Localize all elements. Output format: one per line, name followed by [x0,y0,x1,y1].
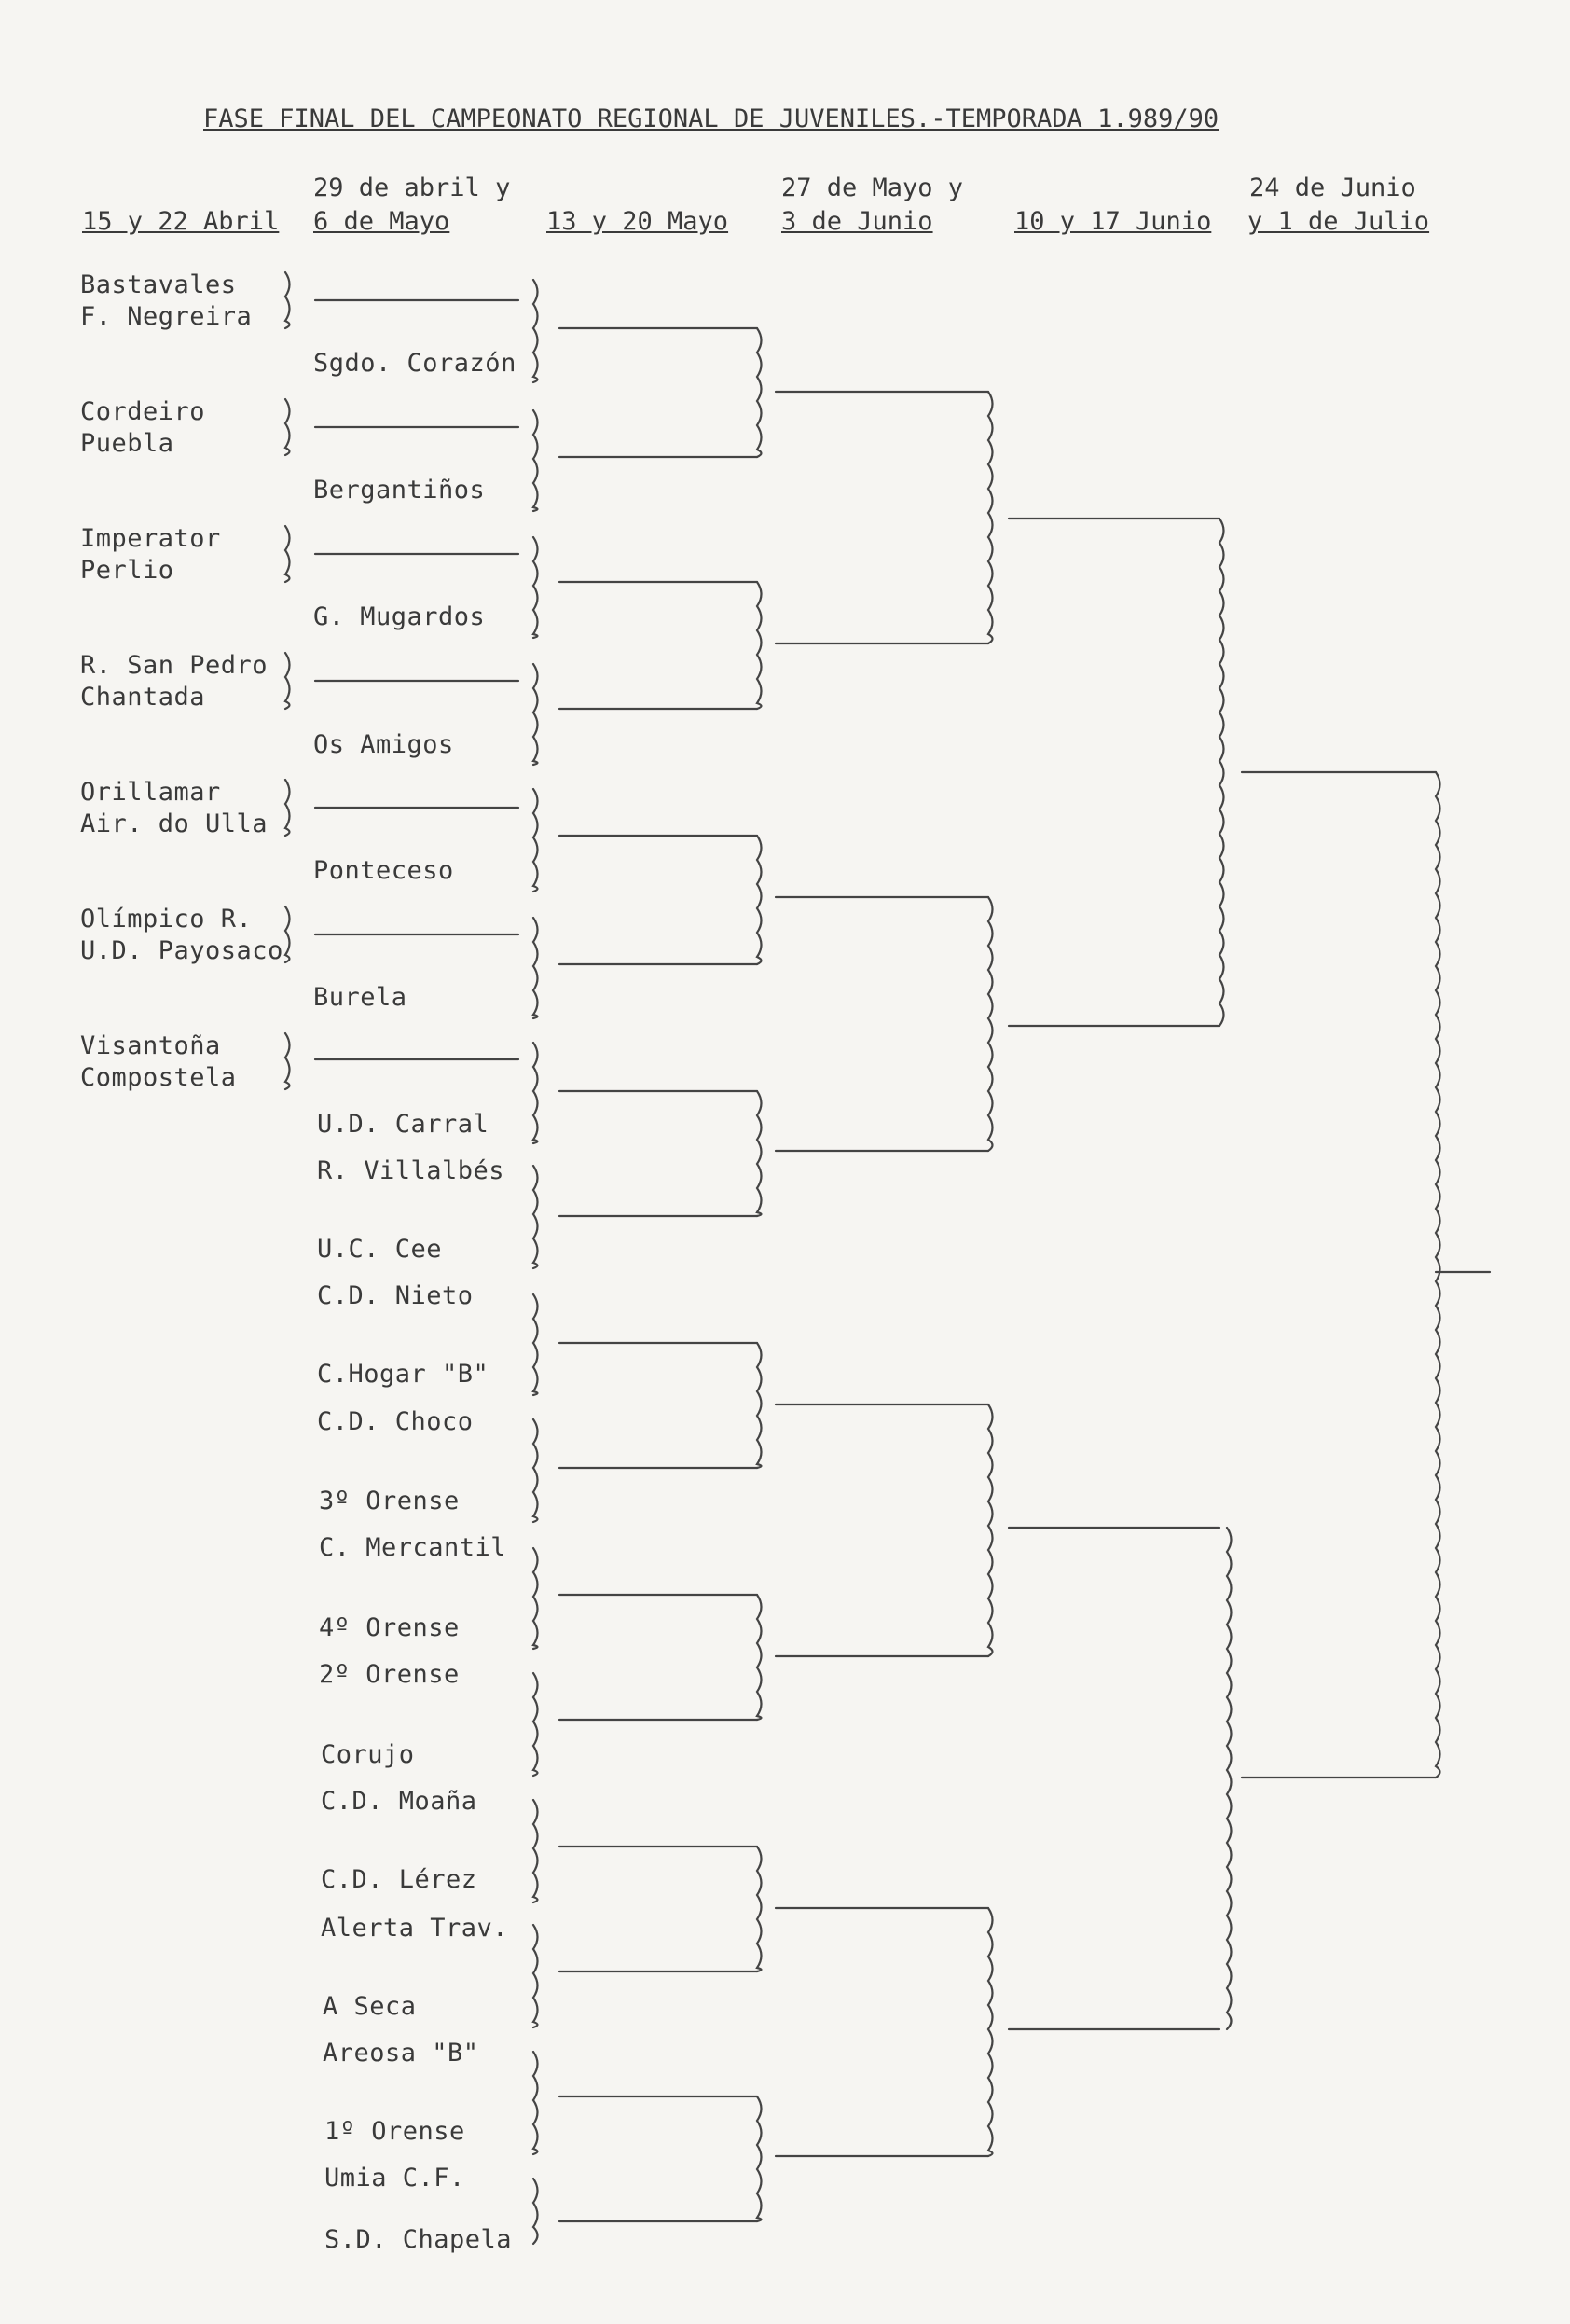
r2-team: C. Mercantil [319,1533,507,1562]
r2-team: R. Villalbés [317,1156,505,1185]
r2-connector [533,789,538,892]
r2-connector [533,2179,538,2244]
r2-team: S.D. Chapela [324,2225,513,2254]
col-header-2-line2: 6 de Mayo [313,207,450,236]
r1-connector [285,1033,290,1089]
r2-team: 1º Orense [324,2117,465,2146]
r2-team: C.D. Moaña [321,1787,477,1816]
col-header-6-line1: 24 de Junio [1249,173,1416,202]
r3-connector [757,2096,762,2221]
r1-connector [285,526,290,582]
r2-team: 2º Orense [319,1660,460,1689]
r2-team: C.Hogar "B" [317,1360,489,1389]
col-header-6-line2: y 1 de Julio [1247,207,1430,236]
col-header-2-line1: 29 de abril y [313,173,511,202]
r2-team: G. Mugardos [313,602,486,631]
r1-connector [285,780,290,836]
r2-team: Burela [313,983,407,1012]
r3-connector [757,328,762,457]
r4-connector [988,1908,993,2156]
r1-team: Chantada [80,683,206,712]
r2-connector [533,1294,538,1395]
r1-team: Air. do Ulla [80,809,269,838]
r1-connector [285,653,290,709]
r2-team: Os Amigos [313,730,454,759]
r2-team: Ponteceso [313,856,454,885]
r2-connector [533,918,538,1018]
r1-team: Bastavales [80,270,237,299]
r1-team: Visantoña [80,1031,221,1060]
col-header-1: 15 y 22 Abril [82,207,280,236]
r2-connector [533,1548,538,1649]
r3-connector [757,1091,762,1216]
r1-team: Perlio [80,556,174,585]
r2-connector [533,280,538,382]
r1-connector [285,399,290,455]
r2-team: C.D. Choco [317,1407,474,1436]
r4-connector [988,392,993,643]
col-header-4-line1: 27 de Mayo y [781,173,964,202]
r2-team: C.D. Nieto [317,1281,474,1310]
r2-connector [533,1043,538,1143]
r2-team: Corujo [321,1740,415,1769]
final-connector [1436,772,1440,1778]
r5-connector [1227,1528,1232,2029]
r1-connector [285,272,290,328]
r2-team: A Seca [323,1992,417,2021]
r2-team: Areosa "B" [323,2039,479,2068]
r2-connector [533,2052,538,2154]
r2-connector [533,664,538,765]
r2-team: C.D. Lérez [321,1865,477,1894]
r2-team: 3º Orense [319,1487,460,1515]
r2-team: Alerta Trav. [321,1914,509,1943]
col-header-5: 10 y 17 Junio [1014,207,1212,236]
r3-connector [757,582,762,709]
r1-team: Orillamar [80,778,221,807]
r2-team: 4º Orense [319,1613,460,1642]
r1-team: Imperator [80,524,221,553]
r2-connector [533,410,538,511]
r2-team: Umia C.F. [324,2164,465,2193]
r2-connector [533,1166,538,1268]
r1-team: Puebla [80,429,174,458]
r3-connector [757,836,762,964]
r2-team: U.C. Cee [317,1235,443,1264]
r2-connector [533,1419,538,1522]
r2-connector [533,1925,538,2027]
r1-team: Compostela [80,1063,237,1092]
r3-connector [757,1595,762,1720]
r2-team: U.D. Carral [317,1110,489,1139]
r4-connector [988,897,993,1151]
r1-team: R. San Pedro [80,651,269,680]
r1-team: Cordeiro [80,397,206,426]
r3-connector [757,1343,762,1468]
r1-team: U.D. Payosaco [80,936,283,965]
r2-connector [533,537,538,638]
r1-team: Olímpico R. [80,905,253,934]
r3-connector [757,1847,762,1971]
r5-connector [1219,519,1224,1026]
document-title: FASE FINAL DEL CAMPEONATO REGIONAL DE JUVENILES.-TEMPORADA 1.989/90 [203,104,1219,133]
r1-team: F. Negreira [80,302,253,331]
r2-connector [533,1800,538,1902]
r1-connector [285,906,290,962]
r2-team: Sgdo. Corazón [313,349,516,378]
col-header-4-line2: 3 de Junio [781,207,933,236]
r4-connector [988,1404,993,1656]
col-header-3: 13 y 20 Mayo [546,207,729,236]
r2-team: Bergantiños [313,476,486,505]
r2-connector [533,1673,538,1776]
